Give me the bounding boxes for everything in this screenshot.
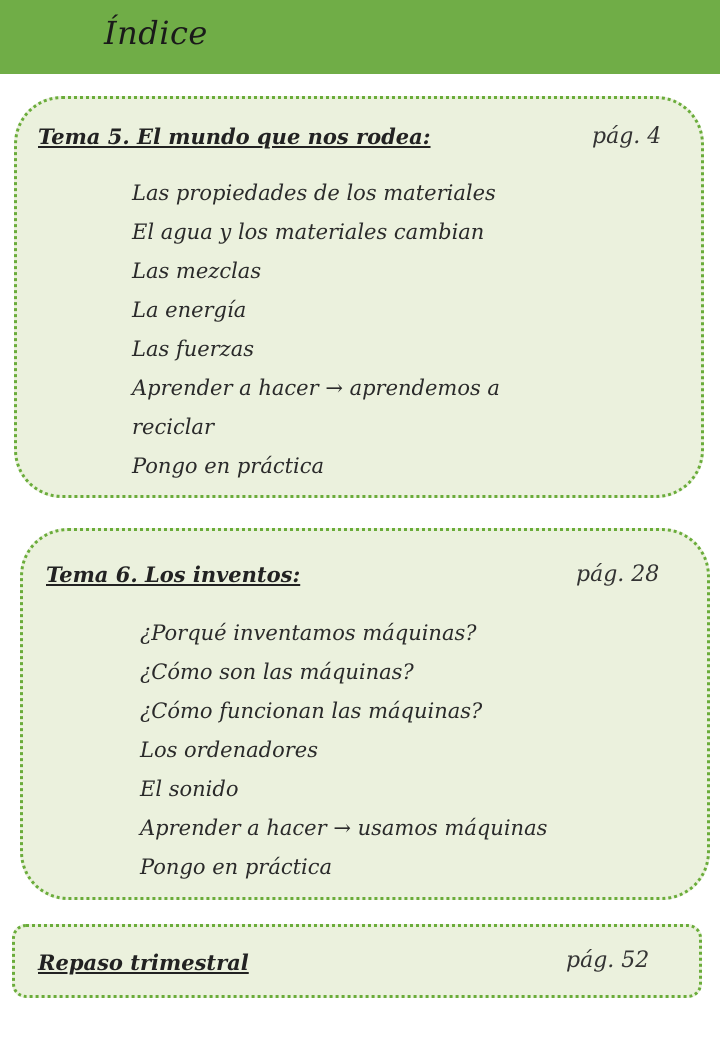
page-ref-repaso: pág. 52 <box>566 948 650 973</box>
page-title: Índice <box>104 14 208 52</box>
list-item: Los ordenadores <box>140 738 318 762</box>
page-ref-tema-6: pág. 28 <box>576 562 660 587</box>
section-title-tema-5: Tema 5. El mundo que nos rodea: <box>38 124 431 149</box>
list-item: ¿Cómo funcionan las máquinas? <box>140 699 483 723</box>
section-title-tema-6: Tema 6. Los inventos: <box>46 562 301 587</box>
list-item: Aprender a hacer → usamos máquinas <box>140 816 548 840</box>
page-ref-tema-5: pág. 4 <box>592 124 662 149</box>
list-item: El agua y los materiales cambian <box>132 220 485 244</box>
header-bar <box>0 0 720 74</box>
list-item: El sonido <box>140 777 239 801</box>
list-item: Aprender a hacer → aprendemos a <box>132 376 500 400</box>
list-item: Pongo en práctica <box>140 855 333 879</box>
list-item: ¿Porqué inventamos máquinas? <box>140 621 477 645</box>
list-item: Las fuerzas <box>132 337 255 361</box>
list-item: ¿Cómo son las máquinas? <box>140 660 414 684</box>
list-item: Las mezclas <box>132 259 262 283</box>
item-list-tema-6 <box>140 614 547 887</box>
list-item: reciclar <box>132 415 214 439</box>
item-list-tema-5 <box>132 174 500 486</box>
list-item: Pongo en práctica <box>132 454 325 478</box>
list-item: La energía <box>132 298 247 322</box>
list-item: Las propiedades de los materiales <box>132 181 496 205</box>
section-title-repaso: Repaso trimestral <box>38 950 249 975</box>
